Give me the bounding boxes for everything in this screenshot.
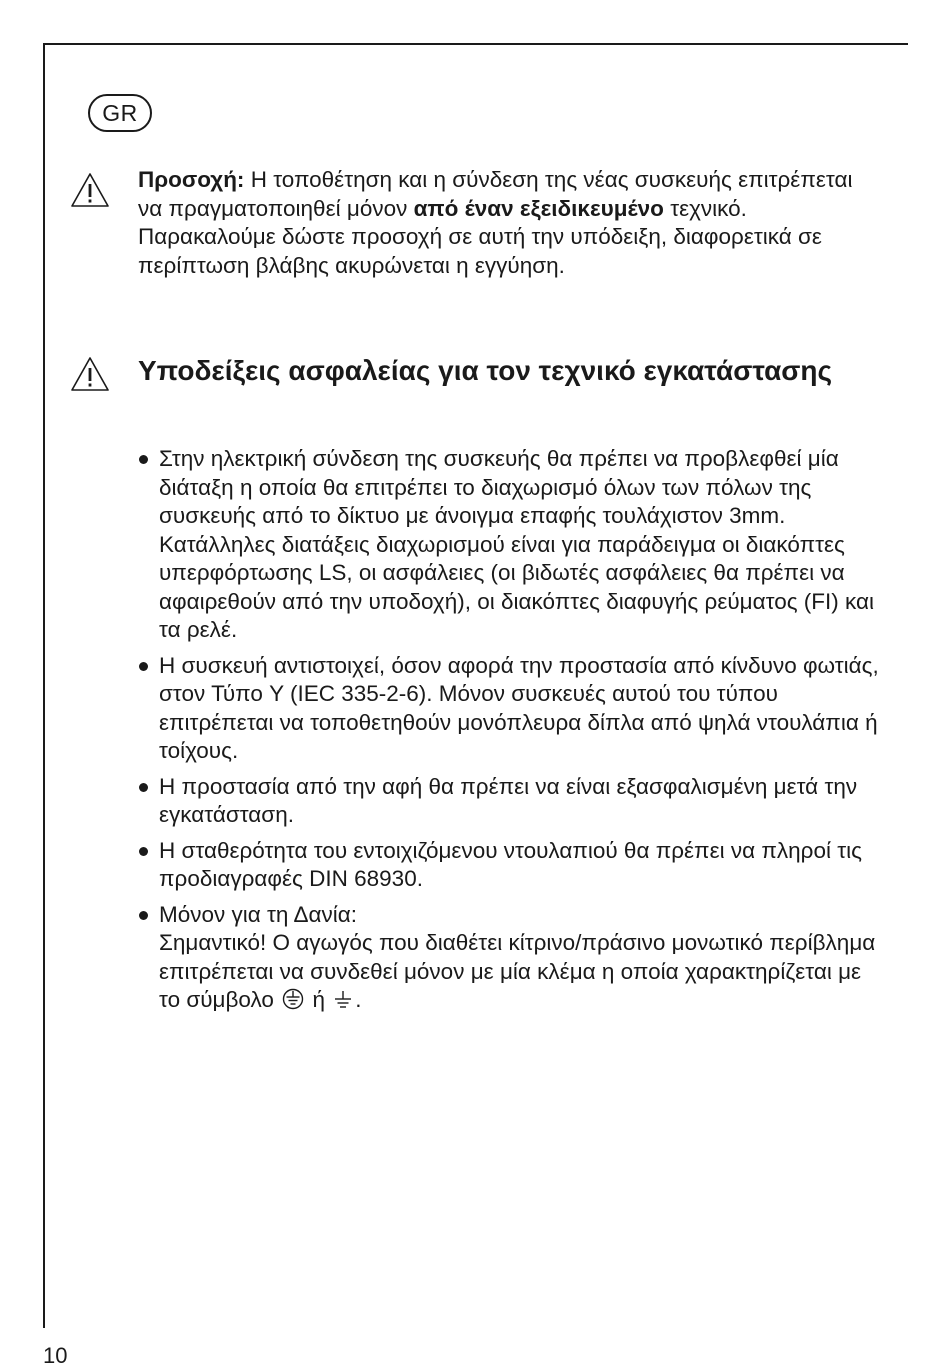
warning-emphasis: από έναν εξειδικευμένο bbox=[413, 195, 664, 221]
denmark-heading: Μόνον για τη Δανία: bbox=[159, 901, 357, 927]
frame-left-rule bbox=[43, 43, 45, 1328]
bullet-icon bbox=[139, 662, 148, 671]
safety-instructions-list bbox=[136, 445, 881, 1025]
language-badge: GR bbox=[88, 94, 152, 132]
frame-top-rule bbox=[43, 43, 908, 45]
bullet-icon bbox=[139, 783, 148, 792]
denmark-note: Σημαντικό! Ο αγωγός που διαθέτει κίτρινο/πράσινο μονωτικό περίβλημα επιτρέπεται να συνδεθεί μόνον με μία κλέμα η οποία χαρακτηρίζεται με το σύμβολο bbox=[159, 930, 876, 1012]
or-word: ή bbox=[312, 987, 325, 1012]
warranty-note: Παρακαλούμε δώστε προσοχή σε αυτή την υπόδειξη, διαφορετικά σε περίπτωση βλάβης ακυρώνεται η εγγύηση. bbox=[138, 224, 822, 278]
list-item bbox=[136, 773, 881, 830]
list-item-text: Η συσκευή αντιστοιχεί, όσον αφορά την προστασία από κίνδυνο φωτιάς, στον Τύπο Y (IEC 335-2-6). Μόνον συσκευές αυτού του τύπου επιτρέπεται να τοποθετηθούν μονόπλευρα δίπλα από ψηλά ντουλάπια ή τοίχους. bbox=[159, 652, 879, 763]
warning-label: Προσοχή: bbox=[138, 167, 245, 192]
installation-warning bbox=[138, 166, 878, 280]
warning-text-end: τεχνικό. bbox=[663, 195, 747, 221]
list-item-text: Η σταθερότητα του εντοιχιζόμενου ντουλαπιού θα πρέπει να πληροί τις προδιαγραφές DIN 68930. bbox=[159, 837, 862, 891]
warning-triangle-icon bbox=[70, 172, 110, 208]
list-item bbox=[136, 445, 881, 645]
bullet-icon bbox=[139, 455, 148, 464]
warning-paragraph bbox=[138, 166, 878, 223]
heading-warning-triangle-icon bbox=[70, 356, 110, 392]
list-item bbox=[136, 837, 881, 894]
section-heading: Υποδείξεις ασφαλείας για τον τεχνικό εγκατάστασης bbox=[138, 355, 833, 386]
sentence-end: . bbox=[355, 987, 362, 1012]
list-item bbox=[136, 901, 881, 1018]
warning-text: Η τοποθέτηση και η σύνδεση της νέας συσκευής επιτρέπεται να πραγματοποιηθεί μόνον bbox=[138, 167, 853, 221]
list-item-text: Στην ηλεκτρική σύνδεση της συσκευής θα πρέπει να προβλεφθεί μία διάταξη η οποία θα επιτρέπει το διαχωρισμό όλων των πόλων της συσκευής από το δίκτυο με άνοιγμα επαφής τουλάχιστον 3mm. Κατάλληλες διατάξεις διαχωρισμού είναι για παράδειγμα οι διακόπτες υπερφόρτωσης LS, οι ασφάλειες (οι βιδωτές ασφάλειες θα πρέπει να αφαιρεθούν από την υποδοχή), οι διακόπτες διαφυγής ρεύματος (FI) και τα ρελέ. bbox=[159, 446, 875, 642]
page-number: 10 bbox=[43, 1343, 68, 1368]
bullet-icon bbox=[139, 847, 148, 856]
protective-earth-icon bbox=[282, 988, 304, 1018]
list-item-text: Η προστασία από την αφή θα πρέπει να είναι εξασφαλισμένη μετά την εγκατάσταση. bbox=[159, 773, 858, 827]
earth-ground-icon bbox=[333, 988, 353, 1018]
list-item bbox=[136, 652, 881, 766]
bullet-icon bbox=[139, 911, 148, 920]
